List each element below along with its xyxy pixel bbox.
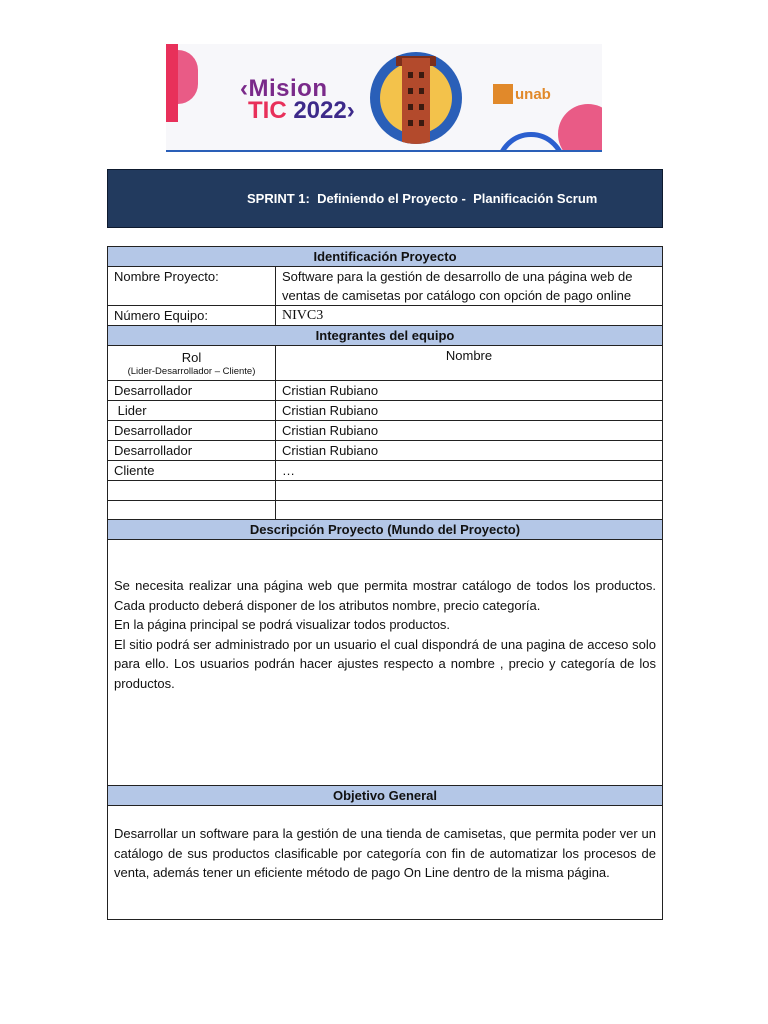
- logo-line-1: ‹Mision: [240, 75, 328, 102]
- table-row: Desarrollador Cristian Rubiano: [108, 421, 663, 441]
- unab-logo: unab: [493, 84, 551, 112]
- identificacion-title: Identificación Proyecto: [108, 247, 663, 267]
- unab-building-icon: [493, 84, 513, 104]
- table-row: Desarrollador Cristian Rubiano: [108, 441, 663, 461]
- rol-header: Rol (Lider-Desarrollador – Cliente): [108, 346, 276, 381]
- tower-illustration: [370, 52, 462, 144]
- mision-tic-banner: [166, 44, 602, 152]
- table-row: Desarrollador Cristian Rubiano: [108, 381, 663, 401]
- table-row: Lider Cristian Rubiano: [108, 401, 663, 421]
- banner-decor-arc: [496, 132, 566, 152]
- integrantes-title: Integrantes del equipo: [108, 326, 663, 346]
- descripcion-body: [108, 540, 663, 786]
- nombre-proyecto-label: Nombre Proyecto:: [108, 267, 276, 306]
- table-row: [108, 481, 663, 501]
- nombre-header: Nombre: [276, 346, 663, 381]
- banner-decor-stripe: [166, 44, 178, 122]
- project-table: [107, 246, 663, 920]
- descripcion-paragraph-1: Se necesita realizar una página web que permita mostrar catálogo de todos los productos. Cada producto deberá disponer de los atributos nombre, precio categoría.: [114, 578, 657, 613]
- mision-tic-logo: [240, 75, 355, 124]
- numero-equipo-value: NIVC3: [276, 306, 663, 326]
- objetivo-body: [108, 806, 663, 920]
- descripcion-title: Descripción Proyecto (Mundo del Proyecto): [108, 520, 663, 540]
- banner-decor-circle: [558, 104, 602, 152]
- sprint-header: SPRINT 1: Definiendo el Proyecto - Planificación Scrum: [107, 169, 663, 228]
- descripcion-paragraph-3: El sitio podrá ser administrado por un usuario el cual dispondrá de una pagina de acceso solo para ello. Los usuarios podrán hacer ajustes respecto a nombre , precio y categoría de los productos.: [114, 636, 657, 691]
- table-row: Cliente …: [108, 461, 663, 481]
- objetivo-text: Desarrollar un software para la gestión de una tienda de camisetas, que permita poder ver un catálogo de sus productos clasificable por categoría con fin de automatizar los procesos de venta, además tener un eficiente método de pago On Line dentro de la misma página.: [114, 826, 657, 880]
- objetivo-title: Objetivo General: [108, 786, 663, 806]
- logo-line-2: TIC 2022›: [248, 97, 355, 124]
- table-row: [108, 501, 663, 520]
- banner-decor-blob: [178, 50, 198, 104]
- nombre-proyecto-value: Software para la gestión de desarrollo de una página web de ventas de camisetas por catálogo con opción de pago online: [276, 267, 663, 306]
- descripcion-paragraph-2: En la página principal se podrá visualizar todos productos.: [114, 617, 451, 632]
- numero-equipo-label: Número Equipo:: [108, 306, 276, 326]
